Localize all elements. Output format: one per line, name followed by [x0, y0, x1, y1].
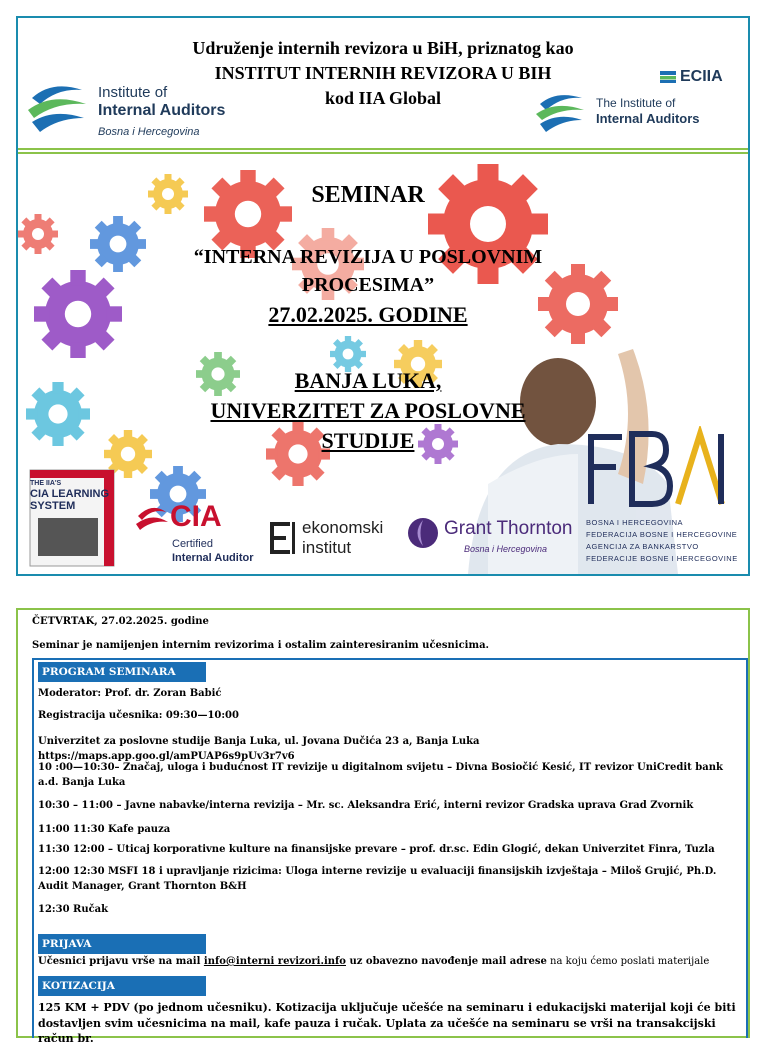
agenda-item: 10:30 – 11:00 – Javne nabavke/interna revizija – Mr. sc. Aleksandra Erić, interni revizor Gradska uprava Grad Zvornik — [38, 800, 694, 811]
cia-line2: Internal Auditor — [172, 552, 254, 564]
agenda-item: 11:00 11:30 Kafe pauza — [38, 824, 171, 835]
cia-wordmark: CIA — [170, 500, 222, 533]
seminar-date: 27.02.2025. GODINE — [268, 302, 468, 327]
gt-line1: Grant Thornton — [444, 518, 573, 539]
ekonomski-mark-icon — [266, 518, 296, 558]
book-line1: THE IIA'S — [30, 480, 62, 487]
eko-line1: ekonomski — [302, 518, 384, 537]
seminar-day: ČETVRTAK, 27.02.2025. godine — [32, 616, 209, 627]
cia-learning-system-logo — [24, 466, 120, 570]
hero-banner — [18, 154, 748, 574]
seminar-title-line1: “INTERNA REVIZIJA U POSLOVNIM — [193, 246, 543, 268]
cia-swirl-icon — [134, 502, 170, 538]
prijava-text-a: Učesnici prijavu vrše na mail — [38, 956, 204, 967]
seminar-venue-line1: UNIVERZITET ZA POSLOVNE — [210, 398, 526, 423]
ekonomski-institut-logo — [266, 518, 406, 558]
agenda-item: 11:30 12:00 – Uticaj korporativne kulture na finansijske prevare – prof. dr.sc. Edin Glogić, dekan Univerzitet Finra, Tuzla — [38, 844, 715, 855]
kotizacija-line2: dostavljen svim učesnicima na mail, kafe pauza i ručak. Uplata za učešće na seminaru se vrši na transakcijski račun br. — [38, 1017, 716, 1045]
prijava-text-b: uz obavezno navođenje mail adrese — [345, 956, 547, 967]
fba-line4: FEDERACIJE BOSNE I HERCEGOVINE — [586, 554, 738, 563]
association-name: Udruženje internih revizora u BiH, priznatog kao — [192, 38, 574, 58]
agenda-item: 12:30 Ručak — [38, 904, 109, 915]
seminar-title-line2: PROCESIMA” — [301, 274, 435, 296]
cia-line1: Certified — [172, 538, 213, 550]
seminar-venue-line2: STUDIJE — [321, 428, 415, 453]
eciia-logo — [660, 68, 723, 86]
fba-line3: AGENCIJA ZA BANKARSTVO — [586, 542, 699, 551]
fba-line1: BOSNA I HERCEGOVINA — [586, 518, 684, 527]
iia-globe-icon-small — [532, 88, 588, 138]
gt-line2: Bosna i Hercegovina — [464, 544, 548, 554]
book-line3: SYSTEM — [30, 500, 76, 512]
institute-name: INSTITUT INTERNIH REVIZORA U BIH — [214, 63, 552, 83]
iia-global-label: kod IIA Global — [324, 88, 442, 108]
iia-right-line1: The Institute of — [596, 96, 676, 110]
fba-line2: FEDERACIJA BOSNE I HERCEGOVINE — [586, 530, 738, 539]
seminar-city: BANJA LUKA, — [294, 368, 442, 393]
iia-globe-icon — [22, 78, 92, 140]
fba-monogram-icon — [582, 426, 748, 512]
iia-right-line2: Internal Auditors — [596, 111, 700, 126]
iia-global-logo — [532, 88, 742, 138]
prijava-heading: PRIJAVA — [38, 934, 206, 954]
kotizacija-line1: 125 KM + PDV (po jednom učesniku). Kotizacija uključuje učešće na seminaru i edukacijski materijal koji će biti — [38, 1001, 736, 1014]
program-box — [32, 658, 748, 1045]
eciia-label: ECIIA — [680, 68, 723, 85]
prijava-text — [38, 954, 738, 969]
fba-logo — [582, 426, 748, 570]
iia-left-line3: Bosna i Hercegovina — [98, 126, 200, 138]
agenda-item: 12:00 12:30 MSFI 18 i upravljanje rizicima: Uloga interne revizije u evaluaciji finansijskih izvještaja – Miloš Grujić, Ph.D. Audit Manager, Grant Thornton B&H — [38, 866, 717, 892]
prijava-email-link[interactable]: info@interni revizori.info — [203, 956, 346, 967]
iia-left-line2: Internal Auditors — [98, 102, 226, 119]
cia-logo — [132, 500, 272, 570]
agenda-item: 10 :00—10:30– Značaj, uloga i budućnost IT revizije u digitalnom svijetu – Divna Bosiočić Kesić, IT revizor UniCredit bank a.d. Banja Luka — [38, 762, 723, 788]
moderator: Moderator: Prof. dr. Zoran Babić — [38, 688, 222, 699]
seminar-flyer — [16, 16, 750, 576]
grant-thornton-mark-icon — [406, 516, 440, 550]
venue: Univerzitet za poslovne studije Banja Luka, ul. Jovana Dučića 23 a, Banja Luka https://maps.app.goo.gl/amPUAP6s9pUv3r7v6 — [38, 736, 480, 762]
iia-bih-logo — [22, 78, 252, 144]
eko-line2: institut — [302, 538, 352, 557]
seminar-label: SEMINAR — [311, 182, 425, 208]
flyer-header — [18, 18, 748, 148]
grant-thornton-logo — [406, 514, 582, 564]
program-heading: PROGRAM SEMINARA — [38, 662, 206, 682]
prijava-text-c: na koju ćemo poslati materijale — [546, 956, 710, 967]
registration: Registracija učesnika: 09:30—10:00 — [38, 710, 239, 721]
kotizacija-heading: KOTIZACIJA — [38, 976, 206, 996]
program-section — [16, 608, 750, 1045]
eciia-mark-icon — [660, 71, 676, 83]
book-line2: CIA LEARNING — [30, 488, 110, 500]
iia-left-line1: Institute of — [98, 84, 168, 101]
seminar-intro: Seminar je namijenjen internim revizorima i ostalim zainteresiranim učesnicima. — [32, 640, 490, 651]
